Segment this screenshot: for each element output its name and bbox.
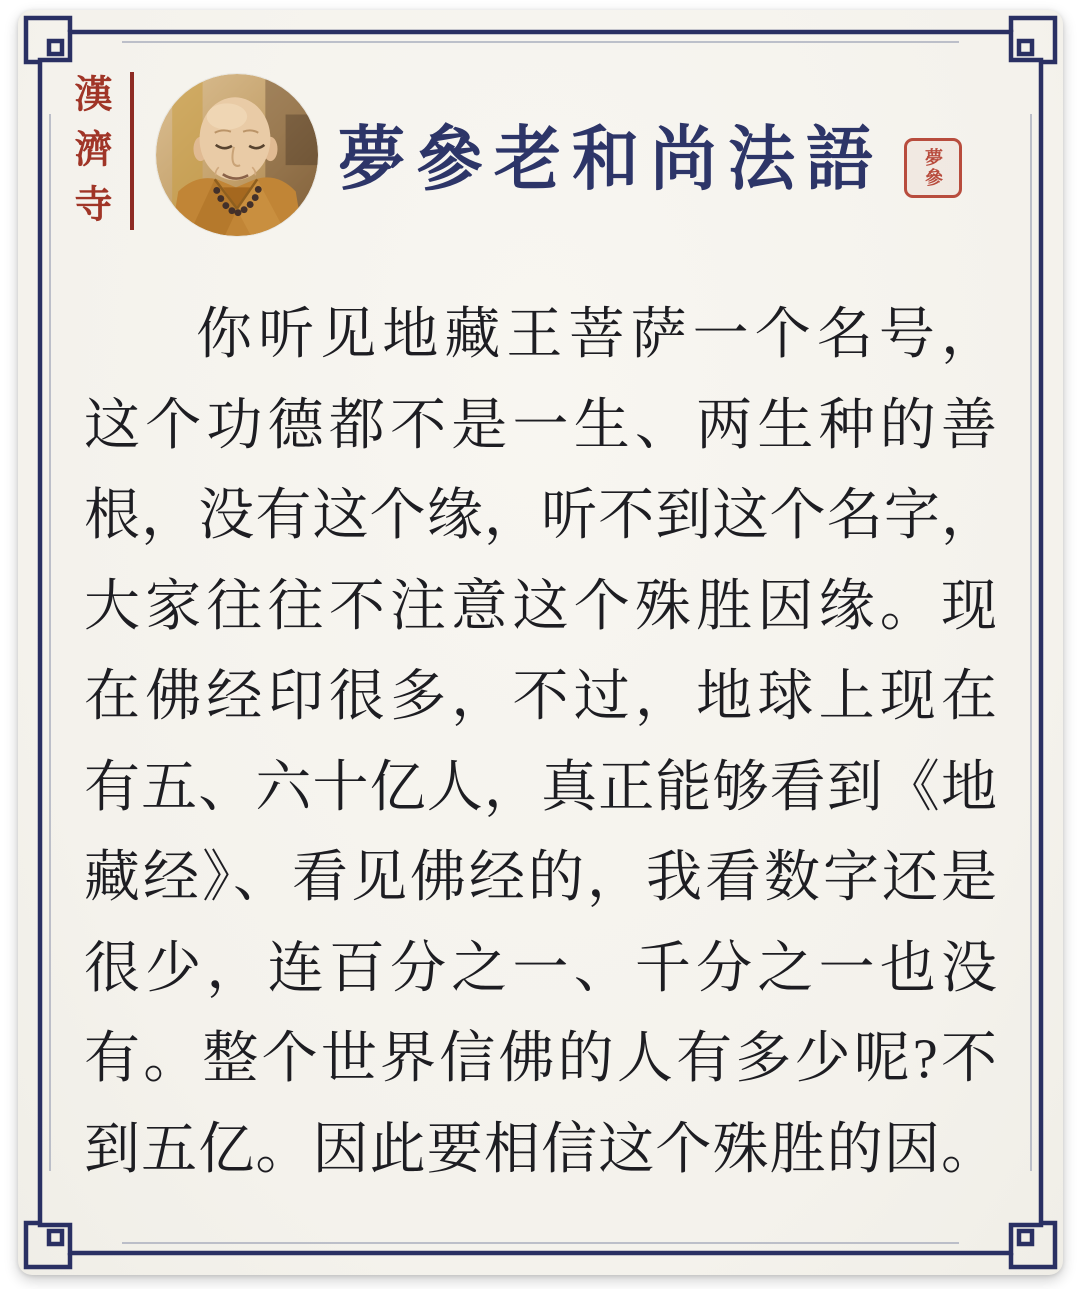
quote-line: 藏经》、看见佛经的，我看数字还是 <box>84 847 997 909</box>
quote-card <box>18 10 1063 1275</box>
monk-portrait-photo <box>156 74 318 236</box>
quote-line: 很少，连百分之一、千分之一也没 <box>84 937 997 1000</box>
quote-text-block <box>84 290 997 1195</box>
quote-line: 你听见地藏王菩萨一个名号， <box>196 304 997 366</box>
quote-line: 有。整个世界信佛的人有多少呢?不 <box>84 1028 997 1090</box>
monk-portrait-illustration <box>156 74 318 236</box>
quote-line: 大家往往不注意这个殊胜因缘。现 <box>84 575 997 638</box>
quote-line: 有五、六十亿人，真正能够看到《地 <box>84 756 997 819</box>
page-title: 夢參老和尚法語 <box>338 121 884 199</box>
quote-line: 这个功德都不是一生、两生种的善 <box>84 394 997 457</box>
quote-line: 到五亿。因此要相信这个殊胜的因。 <box>84 1118 997 1181</box>
quote-line: 在佛经印很多，不过，地球上现在 <box>84 666 997 728</box>
quote-line: 根，没有这个缘，听不到这个名字， <box>84 485 997 547</box>
red-divider-line <box>130 72 134 230</box>
temple-name: 漢濟寺 <box>68 74 110 239</box>
red-seal-stamp: 夢參 <box>904 138 962 198</box>
